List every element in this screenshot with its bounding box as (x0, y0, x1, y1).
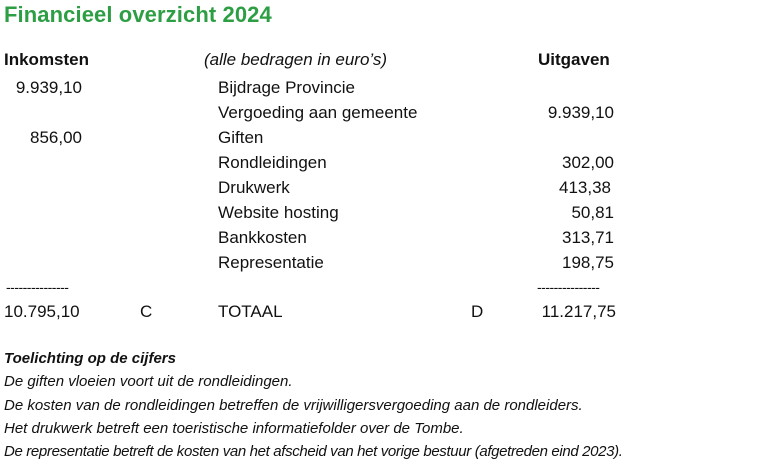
row-label: Vergoeding aan gemeente (218, 103, 418, 122)
expense-amount: 302,00 (562, 153, 614, 172)
income-header: Inkomsten (4, 50, 90, 69)
income-separator: --------------- (6, 279, 69, 295)
expense-separator: --------------- (537, 279, 600, 295)
row-label: Bankkosten (218, 228, 307, 247)
row-label: Drukwerk (218, 178, 290, 197)
credit-mark: C (140, 302, 153, 321)
row-label: Website hosting (218, 203, 339, 222)
income-amount: 9.939,10 (15, 78, 82, 97)
explanation-line: Het drukwerk betreft een toeristische informatiefolder over de Tombe. (4, 420, 464, 437)
row-label: Representatie (218, 253, 324, 272)
total-income: 10.795,10 (4, 302, 80, 321)
page-title: Financieel overzicht 2024 (4, 2, 272, 27)
expense-amount: 9.939,10 (547, 103, 614, 122)
expense-amount: 313,71 (562, 228, 614, 247)
debit-mark: D (471, 302, 484, 321)
total-expense: 11.217,75 (541, 302, 616, 321)
expense-amount: 198,75 (562, 253, 614, 272)
expense-amount: 413,38 (559, 178, 611, 197)
row-label: Giften (218, 128, 264, 147)
row-label: Rondleidingen (218, 153, 327, 172)
total-label: TOTAAL (218, 302, 283, 321)
explanation-title: Toelichting op de cijfers (4, 350, 176, 367)
explanation-line: De kosten van de rondleidingen betreffen de vrijwilligersvergoeding aan de rondleiders. (4, 397, 583, 414)
explanation-line: De representatie betreft de kosten van het afscheid van het vorige bestuur (afgetreden eind 2023). (4, 443, 623, 460)
explanation-line: De giften vloeien voort uit de rondleidingen. (4, 373, 293, 390)
expense-amount: 50,81 (571, 203, 614, 222)
expenses-header: Uitgaven (538, 50, 610, 69)
row-label: Bijdrage Provincie (218, 78, 356, 97)
currency-note: (alle bedragen in euro’s) (204, 50, 388, 69)
income-amount: 856,00 (30, 128, 82, 147)
